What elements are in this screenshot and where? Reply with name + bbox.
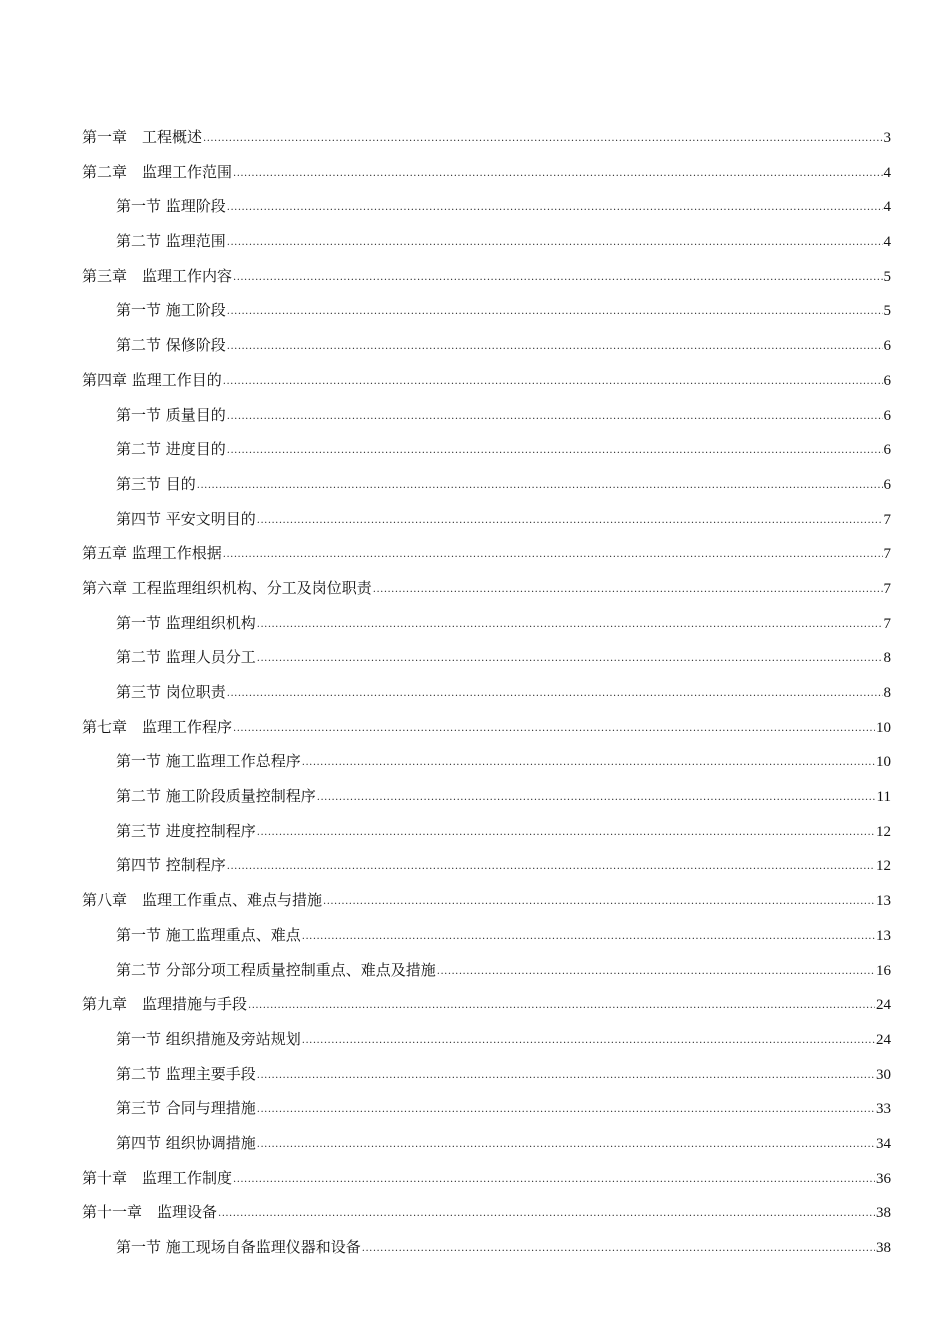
toc-entry-title: 第一节 监理组织机构 xyxy=(116,613,256,632)
toc-page-number: 8 xyxy=(883,650,891,667)
toc-section-entry[interactable] xyxy=(82,918,891,953)
toc-dot-leader xyxy=(248,989,875,1024)
toc-dot-leader xyxy=(257,642,883,677)
toc-dot-leader xyxy=(203,122,882,157)
toc-section-entry[interactable] xyxy=(82,467,891,502)
toc-entry-title: 第四章 监理工作目的 xyxy=(82,370,222,389)
toc-entry-title: 第八章 监理工作重点、难点与措施 xyxy=(82,891,323,910)
toc-dot-leader xyxy=(227,191,883,226)
toc-page-number: 11 xyxy=(876,789,891,806)
toc-page-number: 6 xyxy=(883,442,891,459)
toc-entry-title: 第五章 监理工作根据 xyxy=(82,544,222,563)
toc-chapter-entry[interactable] xyxy=(82,120,891,155)
toc-page-number: 16 xyxy=(876,962,891,979)
toc-chapter-entry[interactable] xyxy=(82,883,891,918)
toc-page-number: 3 xyxy=(883,130,891,146)
toc-page-number: 4 xyxy=(883,199,891,216)
toc-chapter-entry[interactable] xyxy=(82,571,891,606)
toc-page-number: 4 xyxy=(883,164,891,181)
toc-dot-leader xyxy=(233,712,875,747)
toc-entry-title: 第一节 监理阶段 xyxy=(116,197,226,216)
toc-section-entry[interactable] xyxy=(82,1230,891,1265)
toc-section-entry[interactable] xyxy=(82,814,891,849)
toc-entry-title: 第二节 分部分项工程质量控制重点、难点及措施 xyxy=(116,960,436,979)
toc-entry-title: 第二节 监理人员分工 xyxy=(116,648,256,667)
toc-dot-leader xyxy=(218,1197,875,1232)
toc-entry-title: 第六章 工程监理组织机构、分工及岗位职责 xyxy=(82,578,372,597)
toc-page-number: 8 xyxy=(883,685,891,701)
toc-entry-title: 第一节 施工现场自备监理仪器和设备 xyxy=(116,1238,361,1256)
toc-entry-title: 第二节 保修阶段 xyxy=(116,336,226,355)
toc-page-number: 13 xyxy=(876,893,891,910)
toc-dot-leader xyxy=(323,885,875,920)
toc-dot-leader xyxy=(233,157,882,192)
toc-dot-leader xyxy=(257,1093,875,1128)
toc-page-number: 34 xyxy=(876,1135,891,1152)
toc-section-entry[interactable] xyxy=(82,293,891,328)
toc-dot-leader xyxy=(227,226,883,261)
toc-section-entry[interactable] xyxy=(82,640,891,675)
toc-chapter-entry[interactable] xyxy=(82,363,891,398)
toc-page-number: 6 xyxy=(883,338,891,355)
toc-section-entry[interactable] xyxy=(82,189,891,224)
toc-dot-leader xyxy=(257,1059,875,1094)
toc-dot-leader xyxy=(227,850,875,885)
toc-entry-title: 第三节 合同与理措施 xyxy=(116,1099,256,1118)
toc-page-number: 24 xyxy=(876,1031,891,1048)
toc-entry-title: 第一节 组织措施及旁站规划 xyxy=(116,1029,301,1048)
toc-entry-title: 第四节 组织协调措施 xyxy=(116,1133,256,1152)
toc-section-entry[interactable] xyxy=(82,675,891,710)
toc-section-entry[interactable] xyxy=(82,744,891,779)
toc-entry-title: 第一节 施工监理工作总程序 xyxy=(116,752,301,771)
toc-dot-leader xyxy=(437,955,875,990)
toc-dot-leader xyxy=(233,261,882,296)
toc-page-number: 6 xyxy=(883,407,891,424)
toc-entry-title: 第七章 监理工作程序 xyxy=(82,717,233,736)
toc-entry-title: 第二节 进度目的 xyxy=(116,440,226,459)
toc-dot-leader xyxy=(227,295,883,330)
toc-section-entry[interactable] xyxy=(82,779,891,814)
toc-entry-title: 第一节 质量目的 xyxy=(116,405,226,424)
toc-page-number: 7 xyxy=(883,511,891,528)
toc-chapter-entry[interactable] xyxy=(82,259,891,294)
toc-dot-leader xyxy=(227,330,883,365)
toc-dot-leader xyxy=(257,504,883,539)
toc-entry-title: 第三节 进度控制程序 xyxy=(116,821,256,840)
toc-dot-leader xyxy=(223,365,883,400)
toc-page-number: 38 xyxy=(876,1240,891,1256)
toc-dot-leader xyxy=(233,1163,875,1198)
toc-page-number: 7 xyxy=(883,546,891,563)
toc-page-number: 33 xyxy=(876,1101,891,1118)
toc-page-number: 5 xyxy=(883,268,891,285)
toc-page-number: 12 xyxy=(876,823,891,840)
toc-section-entry[interactable] xyxy=(82,328,891,363)
toc-dot-leader xyxy=(362,1232,875,1267)
toc-section-entry[interactable] xyxy=(82,606,891,641)
toc-page-number: 10 xyxy=(876,719,891,736)
toc-section-entry[interactable] xyxy=(82,398,891,433)
toc-section-entry[interactable] xyxy=(82,1022,891,1057)
toc-entry-title: 第四节 控制程序 xyxy=(116,856,226,875)
toc-chapter-entry[interactable] xyxy=(82,987,891,1022)
toc-entry-title: 第四节 平安文明目的 xyxy=(116,509,256,528)
toc-dot-leader xyxy=(257,1128,875,1163)
toc-section-entry[interactable] xyxy=(82,224,891,259)
toc-entry-title: 第十一章 监理设备 xyxy=(82,1203,218,1222)
toc-entry-title: 第九章 监理措施与手段 xyxy=(82,995,248,1014)
toc-dot-leader xyxy=(227,677,883,712)
toc-section-entry[interactable] xyxy=(82,1091,891,1126)
toc-dot-leader xyxy=(302,920,875,955)
toc-chapter-entry[interactable] xyxy=(82,536,891,571)
table-of-contents xyxy=(82,120,891,1265)
toc-page-number: 7 xyxy=(883,615,891,632)
toc-dot-leader xyxy=(302,746,875,781)
toc-page-number: 24 xyxy=(876,997,891,1014)
toc-page-number: 10 xyxy=(876,754,891,771)
toc-entry-title: 第一节 施工监理重点、难点 xyxy=(116,925,301,944)
toc-entry-title: 第三章 监理工作内容 xyxy=(82,266,233,285)
toc-page-number: 36 xyxy=(876,1170,891,1187)
toc-dot-leader xyxy=(257,816,875,851)
toc-entry-title: 第二节 监理主要手段 xyxy=(116,1064,256,1083)
toc-page-number: 12 xyxy=(876,858,891,875)
toc-chapter-entry[interactable] xyxy=(82,155,891,190)
toc-entry-title: 第一节 施工阶段 xyxy=(116,301,226,320)
toc-dot-leader xyxy=(227,434,883,469)
toc-entry-title: 第二节 监理范围 xyxy=(116,232,226,251)
toc-page-number: 13 xyxy=(876,927,891,944)
toc-page-number: 6 xyxy=(883,372,891,389)
toc-page-number: 5 xyxy=(883,303,891,320)
toc-page-number: 6 xyxy=(883,476,891,493)
toc-entry-title: 第三节 目的 xyxy=(116,474,196,493)
toc-dot-leader xyxy=(197,469,883,504)
toc-chapter-entry[interactable] xyxy=(82,1195,891,1230)
toc-page-number: 4 xyxy=(883,234,891,251)
toc-dot-leader xyxy=(373,573,883,608)
toc-entry-title: 第二章 监理工作范围 xyxy=(82,162,233,181)
toc-page-number: 7 xyxy=(883,580,891,597)
toc-section-entry[interactable] xyxy=(82,1057,891,1092)
toc-section-entry[interactable] xyxy=(82,848,891,883)
toc-section-entry[interactable] xyxy=(82,953,891,988)
toc-dot-leader xyxy=(223,538,883,573)
toc-chapter-entry[interactable] xyxy=(82,1161,891,1196)
toc-entry-title: 第十章 监理工作制度 xyxy=(82,1168,233,1187)
toc-page-number: 38 xyxy=(876,1205,891,1222)
toc-section-entry[interactable] xyxy=(82,502,891,537)
toc-section-entry[interactable] xyxy=(82,432,891,467)
toc-dot-leader xyxy=(302,1024,875,1059)
toc-dot-leader xyxy=(257,608,883,643)
toc-dot-leader xyxy=(317,781,876,816)
toc-page-number: 30 xyxy=(876,1066,891,1083)
toc-chapter-entry[interactable] xyxy=(82,710,891,745)
toc-section-entry[interactable] xyxy=(82,1126,891,1161)
toc-entry-title: 第二节 施工阶段质量控制程序 xyxy=(116,787,316,806)
toc-entry-title: 第一章 工程概述 xyxy=(82,128,203,146)
toc-entry-title: 第三节 岗位职责 xyxy=(116,683,226,701)
toc-dot-leader xyxy=(227,400,883,435)
